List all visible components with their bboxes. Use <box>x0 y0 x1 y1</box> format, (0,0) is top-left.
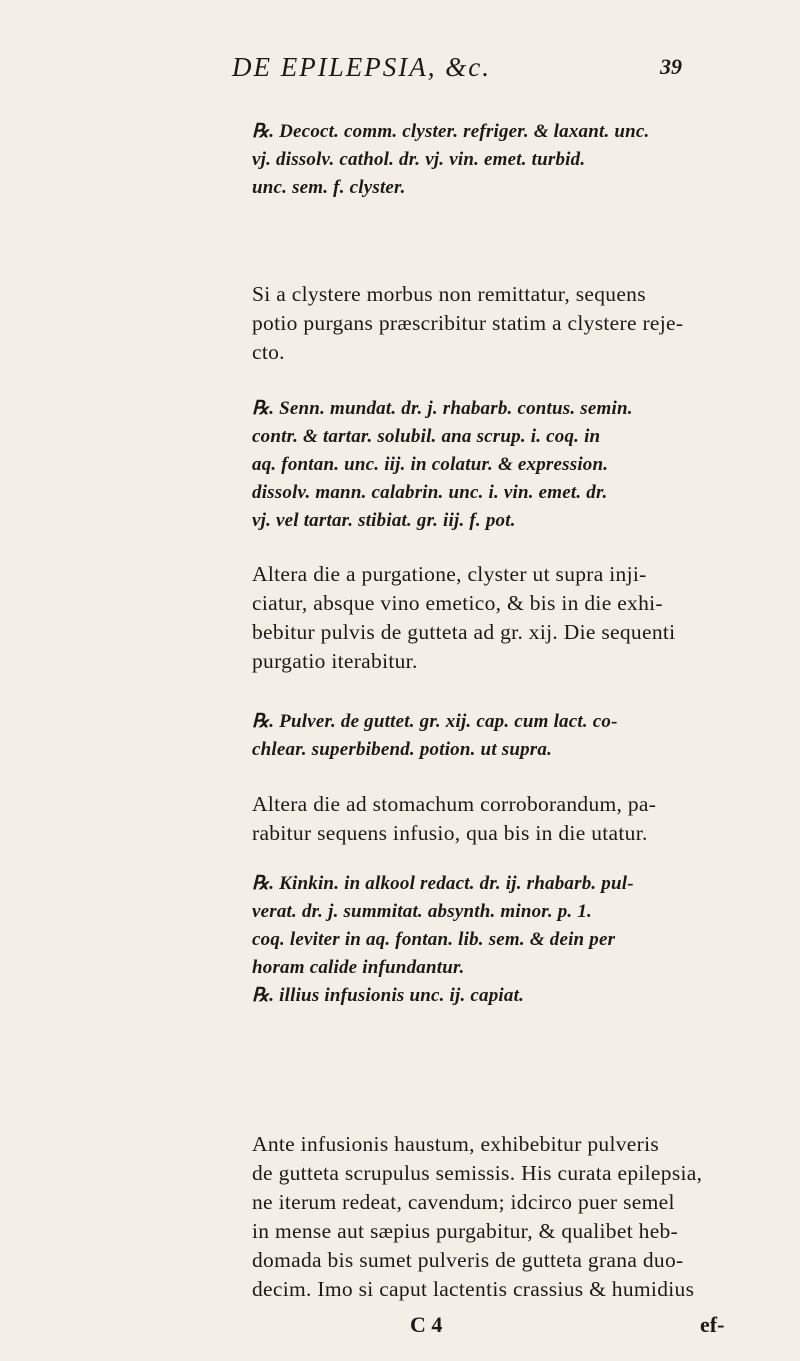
text-line: Altera die a purgatione, clyster ut supra inji- <box>252 562 647 586</box>
recipe-paragraph <box>252 395 752 535</box>
prose-paragraph <box>252 280 752 367</box>
text-line: de gutteta scrupulus semissis. His curata epilepsia, <box>252 1161 703 1185</box>
text-line: unc. sem. f. clyster. <box>252 177 406 198</box>
text-line: chlear. superbibend. potion. ut supra. <box>252 739 553 760</box>
text-line: ℞. Senn. mundat. dr. j. rhabarb. contus. semin. <box>252 398 633 419</box>
text-line: ℞. illius infusionis unc. ij. capiat. <box>252 985 525 1006</box>
text-line: purgatio iterabitur. <box>252 649 418 673</box>
prose-paragraph <box>252 560 752 676</box>
page-footer <box>0 1312 800 1342</box>
text-line: dissolv. mann. calabrin. unc. i. vin. emet. dr. <box>252 482 608 503</box>
text-line: ne iterum redeat, cavendum; idcirco puer semel <box>252 1190 675 1214</box>
page-header <box>0 52 800 92</box>
text-line: domada bis sumet pulveris de gutteta grana duo- <box>252 1248 684 1272</box>
text-line: bebitur pulvis de gutteta ad gr. xij. Die sequenti <box>252 620 676 644</box>
text-line: contr. & tartar. solubil. ana scrup. i. coq. in <box>252 426 601 447</box>
text-line: vj. dissolv. cathol. dr. vj. vin. emet. turbid. <box>252 149 586 170</box>
text-line: vj. vel tartar. stibiat. gr. iij. f. pot. <box>252 510 516 531</box>
prose-paragraph <box>252 790 752 848</box>
text-line: coq. leviter in aq. fontan. lib. sem. & dein per <box>252 929 616 950</box>
recipe-paragraph <box>252 708 752 764</box>
page-number: 39 <box>660 54 682 79</box>
text-line: ℞. Kinkin. in alkool redact. dr. ij. rhabarb. pul- <box>252 873 634 894</box>
text-line: in mense aut sæpius purgabitur, & qualibet heb- <box>252 1219 679 1243</box>
recipe-paragraph <box>252 118 752 202</box>
text-line: ℞. Pulver. de guttet. gr. xij. cap. cum lact. co- <box>252 711 618 732</box>
text-line: aq. fontan. unc. iij. in colatur. & expression. <box>252 454 609 475</box>
prose-paragraph <box>252 1130 752 1304</box>
text-line: Ante infusionis haustum, exhibebitur pulveris <box>252 1132 660 1156</box>
text-line: decim. Imo si caput lactentis crassius & humidius <box>252 1277 695 1301</box>
text-line: horam calide infundantur. <box>252 957 465 978</box>
text-line: ℞. Decoct. comm. clyster. refriger. & laxant. unc. <box>252 121 650 142</box>
text-line: cto. <box>252 340 285 364</box>
recipe-paragraph <box>252 870 752 1010</box>
text-line: rabitur sequens infusio, qua bis in die utatur. <box>252 821 648 845</box>
catchword: ef- <box>700 1312 725 1337</box>
text-line: ciatur, absque vino emetico, & bis in die exhi- <box>252 591 663 615</box>
text-line: Si a clystere morbus non remittatur, sequens <box>252 282 646 306</box>
running-title: DE EPILEPSIA, &c. <box>232 52 491 82</box>
text-line: Altera die ad stomachum corroborandum, pa- <box>252 792 657 816</box>
signature-mark: C 4 <box>410 1312 443 1337</box>
text-line: verat. dr. j. summitat. absynth. minor. p. 1. <box>252 901 592 922</box>
text-line: potio purgans præscribitur statim a clystere reje- <box>252 311 684 335</box>
